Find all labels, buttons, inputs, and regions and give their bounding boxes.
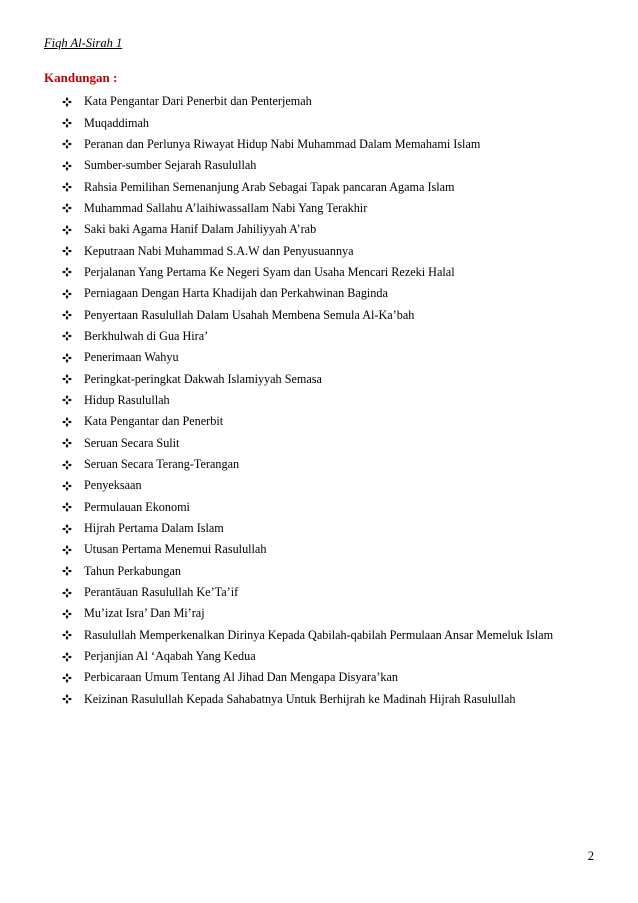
toc-item-text: Berkhulwah di Gua Hira’ xyxy=(84,328,209,343)
toc-item-text: Perbicaraan Umum Tentang Al Jihad Dan Mengapa Disyara’kan xyxy=(84,670,399,685)
toc-item xyxy=(62,112,622,133)
toc-item-text: Saki baki Agama Hanif Dalam Jahiliyyah A’rab xyxy=(84,222,317,237)
diamond-bullet-icon xyxy=(62,694,84,704)
diamond-bullet-icon xyxy=(62,417,84,427)
toc-item-text: Hidup Rasulullah xyxy=(84,392,170,407)
toc-item-text: Perantāuan Rasulullah Ke’Ta’if xyxy=(84,585,239,600)
toc-item xyxy=(62,582,622,603)
toc-item-text: Rahsia Pemilihan Semenanjung Arab Sebagai Tapak pancaran Agama Islam xyxy=(84,179,455,194)
diamond-bullet-icon xyxy=(62,289,84,299)
toc-item xyxy=(62,326,622,347)
toc-item xyxy=(62,155,622,176)
diamond-bullet-icon xyxy=(62,118,84,128)
toc-item xyxy=(62,433,622,454)
diamond-bullet-icon xyxy=(62,524,84,534)
toc-item xyxy=(62,283,622,304)
toc-item xyxy=(62,603,622,624)
diamond-bullet-icon xyxy=(62,310,84,320)
toc-item xyxy=(62,667,622,688)
running-header: Fiqh Al-Sirah 1 xyxy=(44,36,123,50)
diamond-bullet-icon xyxy=(62,566,84,576)
section-title: Kandungan : xyxy=(44,70,118,85)
toc-item xyxy=(62,262,622,283)
diamond-bullet-icon xyxy=(62,225,84,235)
toc-item-text: Hijrah Pertama Dalam Islam xyxy=(84,521,224,536)
diamond-bullet-icon xyxy=(62,267,84,277)
toc-item xyxy=(62,625,622,646)
toc-item-text: Seruan Secara Terang-Terangan xyxy=(84,457,240,472)
toc-item-text: Muhammad Sallahu A’laihiwassallam Nabi Yang Terakhir xyxy=(84,200,368,215)
toc-item-text: Kata Pengantar dan Penerbit xyxy=(84,414,224,429)
diamond-bullet-icon xyxy=(62,630,84,640)
toc-item xyxy=(62,646,622,667)
toc-item-text: Muqaddimah xyxy=(84,115,149,130)
toc-item xyxy=(62,134,622,155)
toc-item xyxy=(62,219,622,240)
toc-item xyxy=(62,91,622,112)
toc-item-text: Keputraan Nabi Muhammad S.A.W dan Penyusuannya xyxy=(84,243,354,258)
toc-item xyxy=(62,518,622,539)
toc-item xyxy=(62,198,622,219)
diamond-bullet-icon xyxy=(62,502,84,512)
toc-item xyxy=(62,561,622,582)
diamond-bullet-icon xyxy=(62,609,84,619)
toc-item-text: Perjalanan Yang Pertama Ke Negeri Syam dan Usaha Mencari Rezeki Halal xyxy=(84,264,455,279)
toc-item-text: Perjanjian Al ‘Aqabah Yang Kedua xyxy=(84,649,256,664)
diamond-bullet-icon xyxy=(62,460,84,470)
toc-item xyxy=(62,347,622,368)
diamond-bullet-icon xyxy=(62,395,84,405)
toc-item-text: Tahun Perkabungan xyxy=(84,563,181,578)
diamond-bullet-icon xyxy=(62,374,84,384)
toc-item-text: Mu’izat Isra’ Dan Mi’raj xyxy=(84,606,205,621)
diamond-bullet-icon xyxy=(62,481,84,491)
toc-item xyxy=(62,411,622,432)
toc-item-text: Penerimaan Wahyu xyxy=(84,350,179,365)
toc-item-text: Perniagaan Dengan Harta Khadijah dan Perkahwinan Baginda xyxy=(84,286,388,301)
toc-item xyxy=(62,176,622,197)
diamond-bullet-icon xyxy=(62,139,84,149)
toc-item xyxy=(62,539,622,560)
toc-item-text: Rasulullah Memperkenalkan Dirinya Kepada Qabilah-qabilah Permulaan Ansar Memeluk Islam xyxy=(84,627,554,642)
toc-item-text: Permulauan Ekonomi xyxy=(84,499,190,514)
diamond-bullet-icon xyxy=(62,545,84,555)
toc-item-text: Penyeksaan xyxy=(84,478,142,493)
page-number: 2 xyxy=(587,849,594,863)
diamond-bullet-icon xyxy=(62,331,84,341)
toc-item-text: Sumber-sumber Sejarah Rasulullah xyxy=(84,158,257,173)
toc-item xyxy=(62,497,622,518)
diamond-bullet-icon xyxy=(62,182,84,192)
diamond-bullet-icon xyxy=(62,438,84,448)
toc-item xyxy=(62,689,622,710)
diamond-bullet-icon xyxy=(62,588,84,598)
toc-item-text: Keizinan Rasulullah Kepada Sahabatnya Untuk Berhijrah ke Madinah Hijrah Rasulullah xyxy=(84,691,516,706)
diamond-bullet-icon xyxy=(62,652,84,662)
toc-item xyxy=(62,304,622,325)
diamond-bullet-icon xyxy=(62,246,84,256)
toc-item xyxy=(62,475,622,496)
toc-item xyxy=(62,390,622,411)
diamond-bullet-icon xyxy=(62,203,84,213)
toc-item xyxy=(62,454,622,475)
toc-item xyxy=(62,240,622,261)
toc-item-text: Kata Pengantar Dari Penerbit dan Penterjemah xyxy=(84,94,312,109)
toc-item-text: Peranan dan Perlunya Riwayat Hidup Nabi Muhammad Dalam Memahami Islam xyxy=(84,136,481,151)
diamond-bullet-icon xyxy=(62,161,84,171)
toc-item-text: Penyertaan Rasulullah Dalam Usahah Membena Semula Al-Ka’bah xyxy=(84,307,415,322)
table-of-contents xyxy=(62,91,622,710)
diamond-bullet-icon xyxy=(62,353,84,363)
diamond-bullet-icon xyxy=(62,97,84,107)
toc-item-text: Peringkat-peringkat Dakwah Islamiyyah Semasa xyxy=(84,371,322,386)
toc-item xyxy=(62,368,622,389)
diamond-bullet-icon xyxy=(62,673,84,683)
toc-item-text: Seruan Secara Sulit xyxy=(84,435,180,450)
toc-item-text: Utusan Pertama Menemui Rasulullah xyxy=(84,542,267,557)
